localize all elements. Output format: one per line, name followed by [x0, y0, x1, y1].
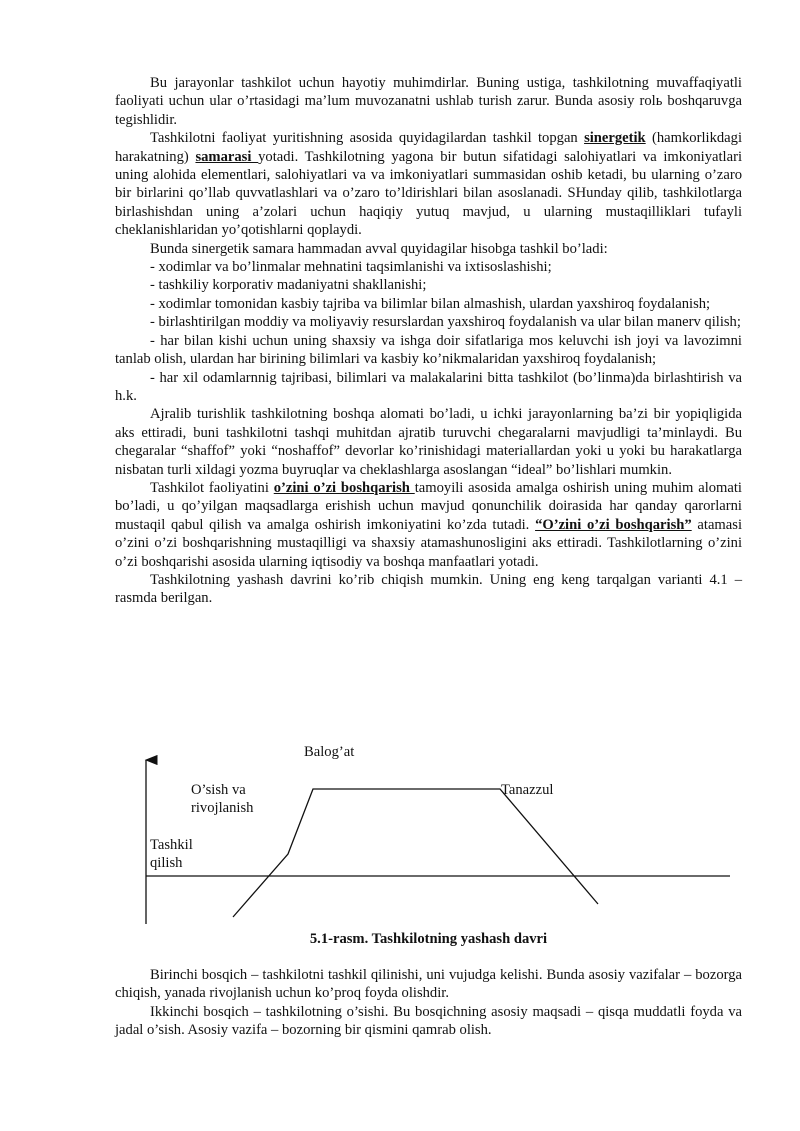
list-item: - tashkiliy korporativ madaniyatni shakllanishi; — [150, 277, 427, 294]
lifecycle-diagram — [130, 740, 730, 930]
paragraph-2-text-a: Tashkilotni faoliyat yuritishning asosida quyidagilardan tashkil topgan — [150, 130, 585, 147]
paragraph-8: Ikkinchi bosqich – tashkilotning o’sishi. Bu bosqichning asosiy maqsadi – qisqa muddatli foyda va jadal o’sish. Asosiy vazifa – bozorning bir qismini qamrab olish. — [115, 1003, 742, 1039]
paragraph-1: Bu jarayonlar tashkilot uchun hayotiy muhimdirlar. Buning ustiga, tashkilotning muvaffaqiyatli faoliyati uchun ular o’rtasidagi ma’lum muvozanatni ushlab turish zarur. Bunda asosiy rolь boshqaruvga tegishlidir. — [115, 75, 742, 128]
paragraph-6: Tashkilotning yashash davrini ko’rib chiqish mumkin. Uning eng keng tarqalgan varianti 4.1 – rasmda berilgan. — [115, 571, 742, 607]
label-growth-line1: O’sish va — [191, 782, 246, 798]
label-maturity: Balog’at — [304, 744, 355, 760]
label-formation-line1: Tashkil — [150, 837, 193, 853]
paragraph-2-text-c: yotadi. Tashkilotning yagona bir butun sifatidagi salohiyatlari va imkoniyatlari uning alohida elementlari, salohiyatlari va va imkoniyatlari summasidan oshib ketadi, bu ularning o’zaro bir birlarini qo’llab quvvatlashlari va o’zaro to’ldirishlari bilan asoslanadi. SHunday qilib, tashkilotlarga birlashishdan uning a’zolari uchun haqiqiy yutuq mavjud, u ularning mustaqilliklari tufayli cheklanishlaridan yo’qotishlarni qoplaydi. — [115, 148, 742, 239]
label-decline: Tanazzul — [501, 782, 554, 798]
term-sinergetik: sinergetik — [584, 130, 646, 147]
label-growth-line2: rivojlanish — [191, 800, 254, 816]
paragraph-5-text-c: atamasi o’zini o’zi boshqarishning mustaqilligi va shaxsiy atamashunosligini aks ettiradi. Tashkilotlarning o’zini o’zi boshqarishi asosida ularning iqtisodiy va boshqa manfaatlari yotadi. — [115, 516, 742, 570]
paragraph-2 — [115, 129, 742, 239]
paragraph-5-text-a: Tashkilot faoliyatini — [150, 479, 274, 496]
term-self-management-quoted: “O’zini o’zi boshqarish” — [535, 516, 692, 533]
lifecycle-curve — [233, 789, 598, 917]
paragraph-7: Birinchi bosqich – tashkilotni tashkil qilinishi, uni vujudga kelishi. Bunda asosiy vazifalar – bozorga chiqish, yanada rivojlanish uchun ko’proq foyda olishdir. — [115, 967, 742, 1002]
label-formation-line2: qilish — [150, 855, 183, 871]
paragraph-3: Bunda sinergetik samara hammadan avval quyidagilar hisobga tashkil bo’ladi: — [150, 240, 608, 257]
lifecycle-figure — [130, 740, 730, 930]
list-item: - har xil odamlarnnig tajribasi, bilimlari va malakalarini bitta tashkilot (bo’linma)da birlashtirish va h.k. — [115, 369, 742, 404]
figure-caption: 5.1-rasm. Tashkilotning yashash davri — [309, 931, 548, 947]
list-item: - xodimlar va bo’linmalar mehnatini taqsimlanishi va ixtisoslashishi; — [150, 259, 552, 276]
document-body-continued — [115, 966, 742, 1040]
term-samarasi: samarasi — [195, 148, 259, 165]
paragraph-2-text-b: (hamkorlikdagi harakatning) — [115, 130, 742, 165]
list-item: - xodimlar tomonidan kasbiy tajriba va bilimlar bilan almashish, ulardan yaxshiroq foydalanish; — [150, 295, 711, 312]
list-item: - birlashtirilgan moddiy va moliyaviy resurslardan yaxshiroq foydalanish va ular bilan manerv qilish; — [150, 314, 741, 331]
list-item: - har bilan kishi uchun uning shaxsiy va ishga doir sifatlariga mos keluvchi ish joyi va lavozimni tanlab olish, ulardan har birining bilimlari va kasbiy ko’nikmalaridan yaxshiroq foydalanish; — [115, 332, 742, 368]
paragraph-5-text-b: tamoyili asosida amalga oshirish uning muhim alomati bo’ladi, u qo’yilgan maqsadlarga erishish uchun mavjud qonunchilik doirasida har qanday qarorlarni mustaqil qabul qilish va amalga oshirish imkoniyatini ko’zda tutadi. — [115, 479, 742, 533]
paragraph-5 — [115, 479, 742, 571]
term-self-management: o’zini o’zi boshqarish — [273, 479, 415, 496]
paragraph-4: Ajralib turishlik tashkilotning boshqa alomati bo’ladi, u ichki jarayonlarning ba’zi bir yopiqligida aks ettiradi, buni tashkilotni tashqi muhitdan ajratib turuvchi chegaralarni mavjudligi ta’minlaydi. Bu chegaralar “shaffof” yoki “noshaffof” devorlar ko’rinishidagi materiallardan yoki u yoki bu harakatlarga nisbatan turli xildagi yozma buyruqlar va cheklashlarga asoslangan “ideal” bo’lishlari mumkin. — [115, 406, 742, 478]
document-body — [115, 74, 742, 608]
